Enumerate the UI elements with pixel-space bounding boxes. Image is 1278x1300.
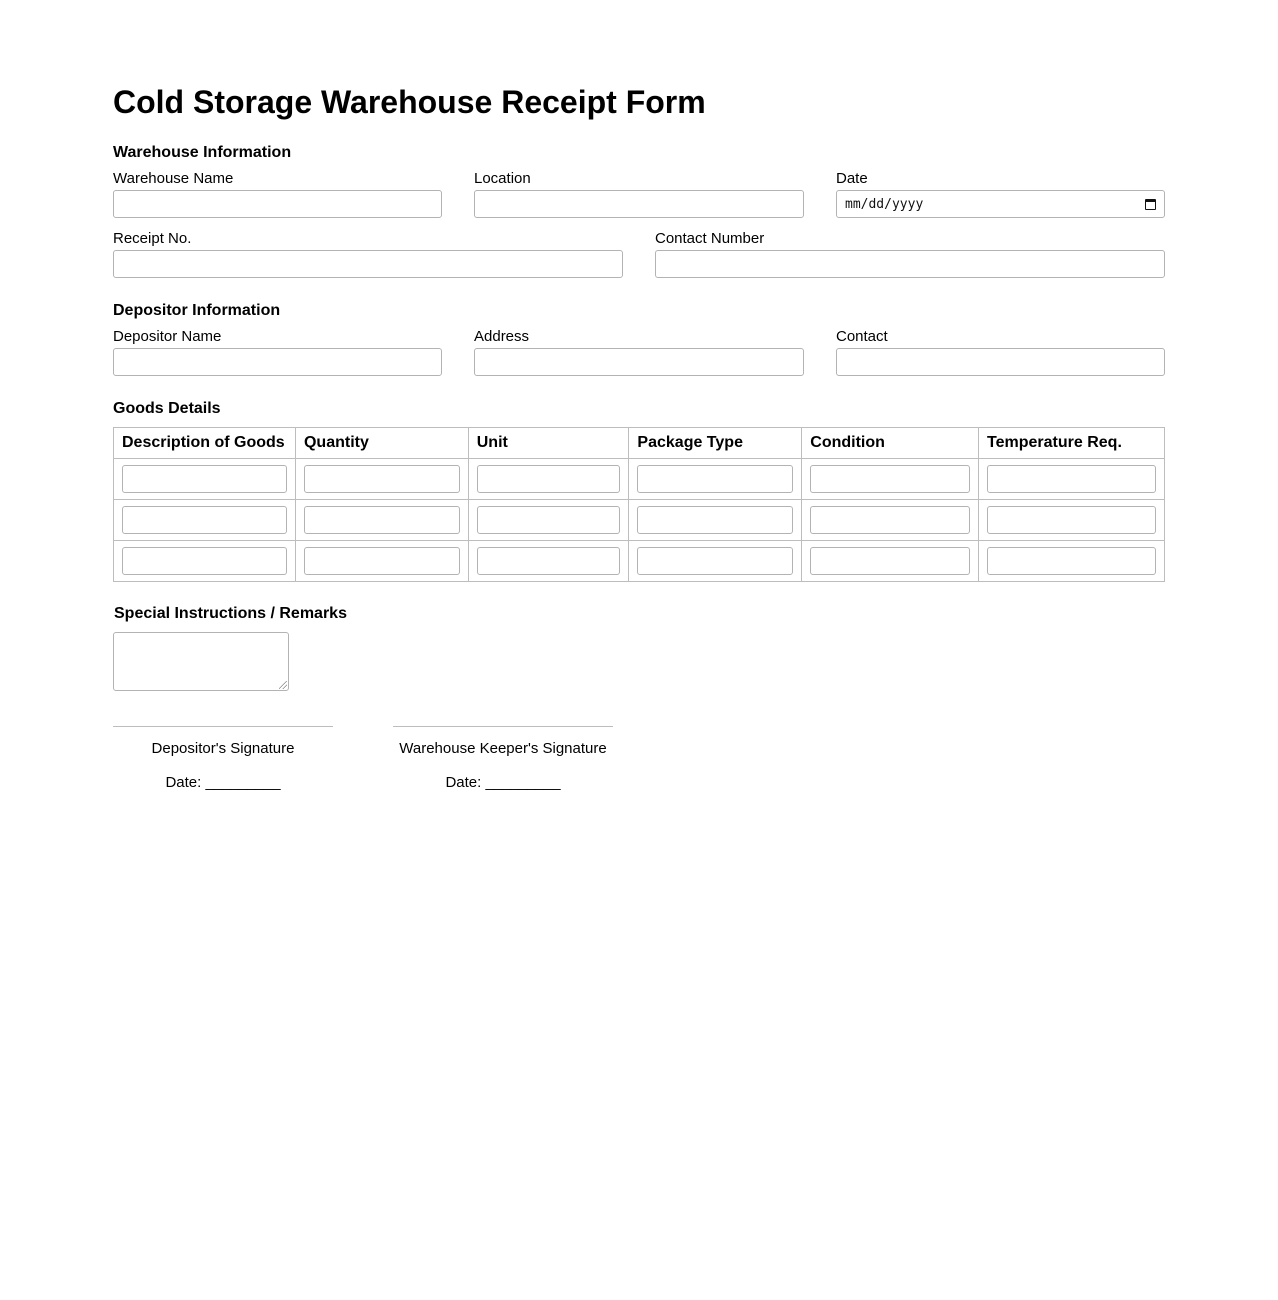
location-input[interactable]	[474, 190, 804, 218]
unit-input[interactable]	[477, 506, 621, 534]
depositor-name-field	[113, 328, 442, 377]
table-row	[114, 459, 1165, 500]
contact-number-label: Contact Number	[655, 230, 765, 247]
page-title: Cold Storage Warehouse Receipt Form	[113, 84, 706, 120]
condition-input[interactable]	[810, 465, 970, 493]
depositor-signature-date: Date: _________	[165, 774, 281, 791]
keeper-signature-label: Warehouse Keeper's Signature	[399, 740, 607, 757]
column-header-description: Description of Goods	[114, 428, 296, 459]
goods-table	[113, 427, 1165, 582]
cell	[802, 541, 979, 582]
cell	[114, 541, 296, 582]
unit-input[interactable]	[477, 547, 621, 575]
column-header-unit: Unit	[468, 428, 629, 459]
cell	[468, 459, 629, 500]
calendar-icon[interactable]	[1145, 199, 1156, 210]
goods-header-row	[114, 428, 1165, 459]
depositor-name-label: Depositor Name	[113, 328, 222, 345]
cell	[114, 459, 296, 500]
package-type-input[interactable]	[637, 506, 793, 534]
temperature-input[interactable]	[987, 506, 1156, 534]
column-header-condition: Condition	[802, 428, 979, 459]
location-field	[474, 170, 804, 219]
package-type-input[interactable]	[637, 465, 793, 493]
date-label: Date	[836, 170, 868, 187]
cell	[979, 541, 1165, 582]
cell	[629, 500, 802, 541]
column-header-quantity: Quantity	[295, 428, 468, 459]
depositor-signature-block	[113, 726, 333, 792]
warehouse-name-input[interactable]	[113, 190, 442, 218]
table-row	[114, 541, 1165, 582]
cell	[979, 500, 1165, 541]
contact-number-field	[655, 230, 1165, 279]
description-input[interactable]	[122, 465, 287, 493]
description-input[interactable]	[122, 547, 287, 575]
remarks-textarea[interactable]	[113, 632, 289, 691]
address-input[interactable]	[474, 348, 804, 376]
cell	[979, 459, 1165, 500]
temperature-input[interactable]	[987, 465, 1156, 493]
contact-field	[836, 328, 1165, 377]
signature-line	[393, 726, 613, 727]
date-placeholder: mm/dd/yyyy	[845, 196, 924, 212]
temperature-input[interactable]	[987, 547, 1156, 575]
keeper-signature-block	[393, 726, 613, 792]
cell	[629, 541, 802, 582]
cell	[802, 500, 979, 541]
location-label: Location	[474, 170, 531, 187]
quantity-input[interactable]	[304, 465, 460, 493]
unit-input[interactable]	[477, 465, 621, 493]
address-field	[474, 328, 804, 377]
cell	[802, 459, 979, 500]
description-input[interactable]	[122, 506, 287, 534]
resize-handle-icon[interactable]	[279, 681, 287, 689]
contact-label: Contact	[836, 328, 888, 345]
cell	[295, 459, 468, 500]
warehouse-info-heading: Warehouse Information	[113, 144, 292, 161]
cell	[295, 500, 468, 541]
cell	[114, 500, 296, 541]
condition-input[interactable]	[810, 547, 970, 575]
keeper-signature-date: Date: _________	[445, 774, 561, 791]
condition-input[interactable]	[810, 506, 970, 534]
receipt-no-label: Receipt No.	[113, 230, 192, 247]
address-label: Address	[474, 328, 530, 345]
warehouse-name-label: Warehouse Name	[113, 170, 234, 187]
remarks-heading: Special Instructions / Remarks	[114, 605, 347, 622]
warehouse-name-field	[113, 170, 442, 219]
column-header-package-type: Package Type	[629, 428, 802, 459]
date-input[interactable]	[836, 190, 1165, 218]
contact-number-input[interactable]	[655, 250, 1165, 278]
quantity-input[interactable]	[304, 506, 460, 534]
date-field	[836, 170, 1165, 219]
signature-line	[113, 726, 333, 727]
cell	[468, 500, 629, 541]
cell	[468, 541, 629, 582]
cell	[629, 459, 802, 500]
receipt-no-input[interactable]	[113, 250, 623, 278]
cell	[295, 541, 468, 582]
depositor-signature-label: Depositor's Signature	[151, 740, 295, 757]
receipt-no-field	[113, 230, 623, 279]
package-type-input[interactable]	[637, 547, 793, 575]
depositor-info-heading: Depositor Information	[113, 302, 281, 319]
contact-input[interactable]	[836, 348, 1165, 376]
table-row	[114, 500, 1165, 541]
depositor-name-input[interactable]	[113, 348, 442, 376]
column-header-temperature: Temperature Req.	[979, 428, 1165, 459]
goods-details-heading: Goods Details	[113, 400, 221, 417]
quantity-input[interactable]	[304, 547, 460, 575]
